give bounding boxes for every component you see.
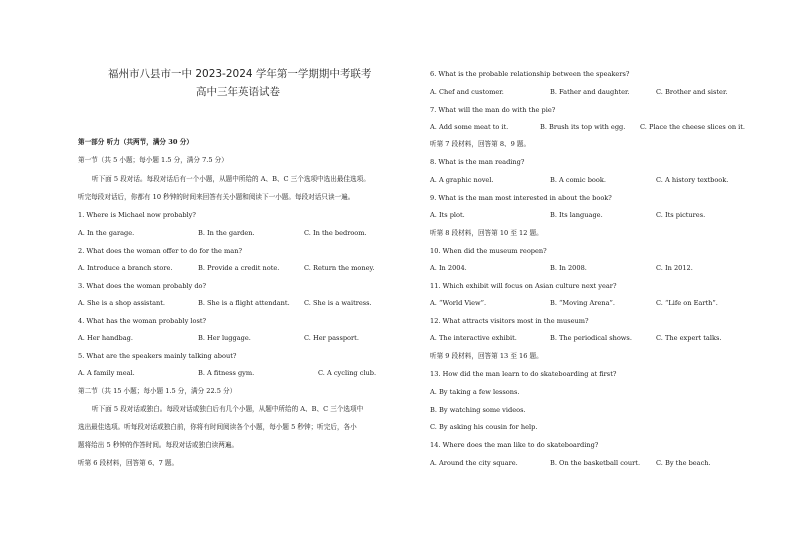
option-c: C. The expert talks. bbox=[656, 334, 722, 342]
question-13: 13. How did the man learn to do skateboarding at first? bbox=[430, 370, 617, 378]
option-b: B. A comic book. bbox=[550, 176, 606, 184]
option-c: C. “Life on Earth”. bbox=[656, 299, 718, 307]
option-c: C. She is a waitress. bbox=[304, 299, 372, 307]
exam-title: 福州市八县市一中 2023-2024 学年第一学期期中考联考 bbox=[108, 68, 372, 80]
option-a: A. A graphic novel. bbox=[430, 176, 494, 184]
question-5: 5. What are the speakers mainly talking about? bbox=[78, 352, 237, 360]
option-b: B. Father and daughter. bbox=[550, 88, 630, 96]
question-10: 10. When did the museum reopen? bbox=[430, 247, 547, 255]
option-c: C. By the beach. bbox=[656, 459, 711, 467]
option-a: A. “World View”. bbox=[430, 299, 487, 307]
option-a: A. Its plot. bbox=[430, 211, 465, 219]
option-c: C. Place the cheese slices on it. bbox=[640, 123, 746, 131]
section2-instruction: 选出最佳选项。听每段对话或独白前，你将有时间阅读各个小题，每小题 5 秒钟；听完后，各小 bbox=[78, 423, 357, 431]
option-a: A. The interactive exhibit. bbox=[430, 334, 517, 342]
question-14: 14. Where does the man like to do skateboarding? bbox=[430, 441, 599, 449]
option-c: C. Brother and sister. bbox=[656, 88, 728, 96]
material-6-note: 听第 6 段材料，回答第 6、7 题。 bbox=[78, 459, 179, 467]
section1-instruction: 听完每段对话后，你都有 10 秒钟的时间来回答有关小题和阅读下一小题。每段对话只读一遍。 bbox=[78, 193, 355, 201]
question-4: 4. What has the woman probably lost? bbox=[78, 317, 207, 325]
section1-instruction: 听下面 5 段对话。每段对话后有一个小题，从题中所给的 A、B、C 三个选项中选出最佳选项。 bbox=[92, 175, 370, 183]
question-12: 12. What attracts visitors most in the museum? bbox=[430, 317, 589, 325]
material-8-note: 听第 8 段材料，回答第 10 至 12 题。 bbox=[430, 229, 543, 237]
option-b: B. Her luggage. bbox=[198, 334, 251, 342]
option-c: C. In 2012. bbox=[656, 264, 693, 272]
question-8: 8. What is the man reading? bbox=[430, 158, 525, 166]
option-b: B. In 2008. bbox=[550, 264, 587, 272]
option-a: A. She is a shop assistant. bbox=[78, 299, 166, 307]
option-b: B. She is a flight attendant. bbox=[198, 299, 290, 307]
section2-heading: 第二节（共 15 小题；每小题 1.5 分，满分 22.5 分） bbox=[78, 387, 237, 395]
option-a: A. Around the city square. bbox=[430, 459, 518, 467]
question-7: 7. What will the man do with the pie? bbox=[430, 106, 556, 114]
option-a: A. Introduce a branch store. bbox=[78, 264, 173, 272]
question-6: 6. What is the probable relationship between the speakers? bbox=[430, 70, 630, 78]
option-a: A. By taking a few lessons. bbox=[430, 388, 520, 396]
exam-subtitle: 高中三年英语试卷 bbox=[196, 86, 280, 98]
question-3: 3. What does the woman probably do? bbox=[78, 282, 207, 290]
option-b: B. A fitness gym. bbox=[198, 369, 255, 377]
option-b: B. On the basketball court. bbox=[550, 459, 641, 467]
material-7-note: 听第 7 段材料，回答第 8、9 题。 bbox=[430, 140, 531, 148]
option-b: B. In the garden. bbox=[198, 229, 255, 237]
section2-instruction: 听下面 5 段对话或独白。每段对话或独白后有几个小题，从题中所给的 A、B、C 三个选项中 bbox=[92, 405, 364, 413]
option-c: C. Return the money. bbox=[304, 264, 375, 272]
part1-heading: 第一部分 听力（共两节，满分 30 分） bbox=[78, 138, 193, 146]
option-c: C. A cycling club. bbox=[318, 369, 377, 377]
option-c: C. Her passport. bbox=[304, 334, 359, 342]
option-a: A. Add some meat to it. bbox=[430, 123, 509, 131]
option-b: B. Its language. bbox=[550, 211, 603, 219]
option-c: C. In the bedroom. bbox=[304, 229, 367, 237]
option-b: B. Provide a credit note. bbox=[198, 264, 280, 272]
option-b: B. By watching some videos. bbox=[430, 406, 526, 414]
option-c: C. A history textbook. bbox=[656, 176, 729, 184]
option-a: A. A family meal. bbox=[78, 369, 135, 377]
option-a: A. In the garage. bbox=[78, 229, 135, 237]
option-b: B. “Moving Arena”. bbox=[550, 299, 615, 307]
question-11: 11. Which exhibit will focus on Asian culture next year? bbox=[430, 282, 617, 290]
option-b: B. Brush its top with egg. bbox=[540, 123, 626, 131]
material-9-note: 听第 9 段材料，回答第 13 至 16 题。 bbox=[430, 352, 543, 360]
option-a: A. Her handbag. bbox=[78, 334, 133, 342]
option-c: C. Its pictures. bbox=[656, 211, 706, 219]
question-9: 9. What is the man most interested in about the book? bbox=[430, 194, 612, 202]
question-2: 2. What does the woman offer to do for the man? bbox=[78, 247, 243, 255]
option-b: B. The periodical shows. bbox=[550, 334, 632, 342]
section1-heading: 第一节（共 5 小题；每小题 1.5 分，满分 7.5 分） bbox=[78, 156, 228, 164]
option-a: A. Chef and customer. bbox=[430, 88, 504, 96]
section2-instruction: 题将给出 5 秒钟的作答时间。每段对话或独白读两遍。 bbox=[78, 441, 239, 449]
question-1: 1. Where is Michael now probably? bbox=[78, 211, 196, 219]
option-a: A. In 2004. bbox=[430, 264, 467, 272]
option-c: C. By asking his cousin for help. bbox=[430, 423, 538, 431]
